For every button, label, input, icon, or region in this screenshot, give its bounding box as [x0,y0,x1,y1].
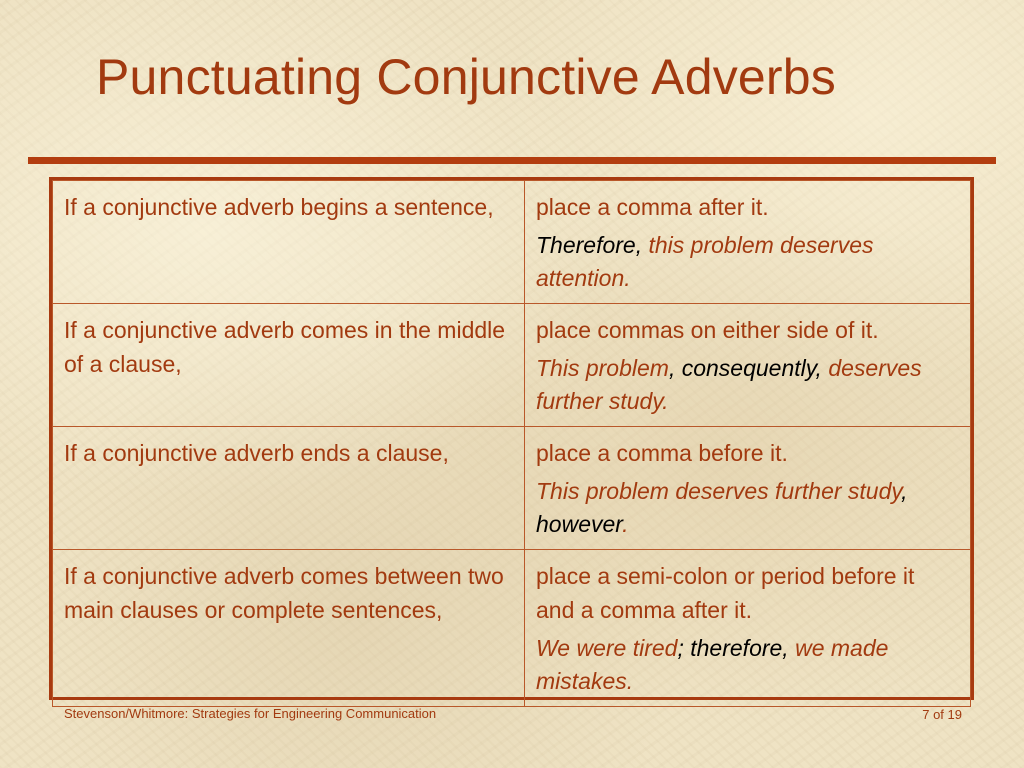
example-keyword: , however [536,478,908,537]
footer-credit: Stevenson/Whitmore: Strategies for Engineering Communication [64,706,437,721]
condition-cell: If a conjunctive adverb comes between two main clauses or complete sentences, [53,550,525,707]
slide-title: Punctuating Conjunctive Adverbs [96,49,836,105]
rule-cell [525,550,971,707]
condition-cell: If a conjunctive adverb comes in the middle of a clause, [53,304,525,427]
example-sentence [536,632,959,698]
rule-text: place a semi-colon or period before it and a comma after it. [536,563,915,623]
rule-cell [525,304,971,427]
rule-cell [525,427,971,550]
example-sentence [536,475,959,541]
rule-cell [525,181,971,304]
title-divider [28,157,996,164]
rule-text: place a comma before it. [536,440,788,466]
example-text: deserves further study. [536,355,922,414]
example-text: This problem [536,355,669,381]
condition-cell: If a conjunctive adverb ends a clause, [53,427,525,550]
example-text: this problem deserves attention. [536,232,874,291]
example-text: we made mistakes. [536,635,889,694]
example-text: This problem deserves further study [536,478,902,504]
example-keyword: Therefore, [536,232,643,258]
rule-text: place a comma after it. [536,194,769,220]
example-keyword: , consequently, [668,355,822,381]
table-row [53,181,971,304]
table-row [53,304,971,427]
example-keyword: ; therefore, [677,635,789,661]
table-row [53,427,971,550]
example-text: . [622,511,629,537]
example-sentence [536,352,959,418]
table-row [53,550,971,707]
punctuation-table [49,177,974,700]
condition-cell: If a conjunctive adverb begins a sentence, [53,181,525,304]
example-text: We were tired [536,635,678,661]
rule-text: place commas on either side of it. [536,317,879,343]
example-sentence [536,229,959,295]
page-number: 7 of 19 [922,707,962,722]
